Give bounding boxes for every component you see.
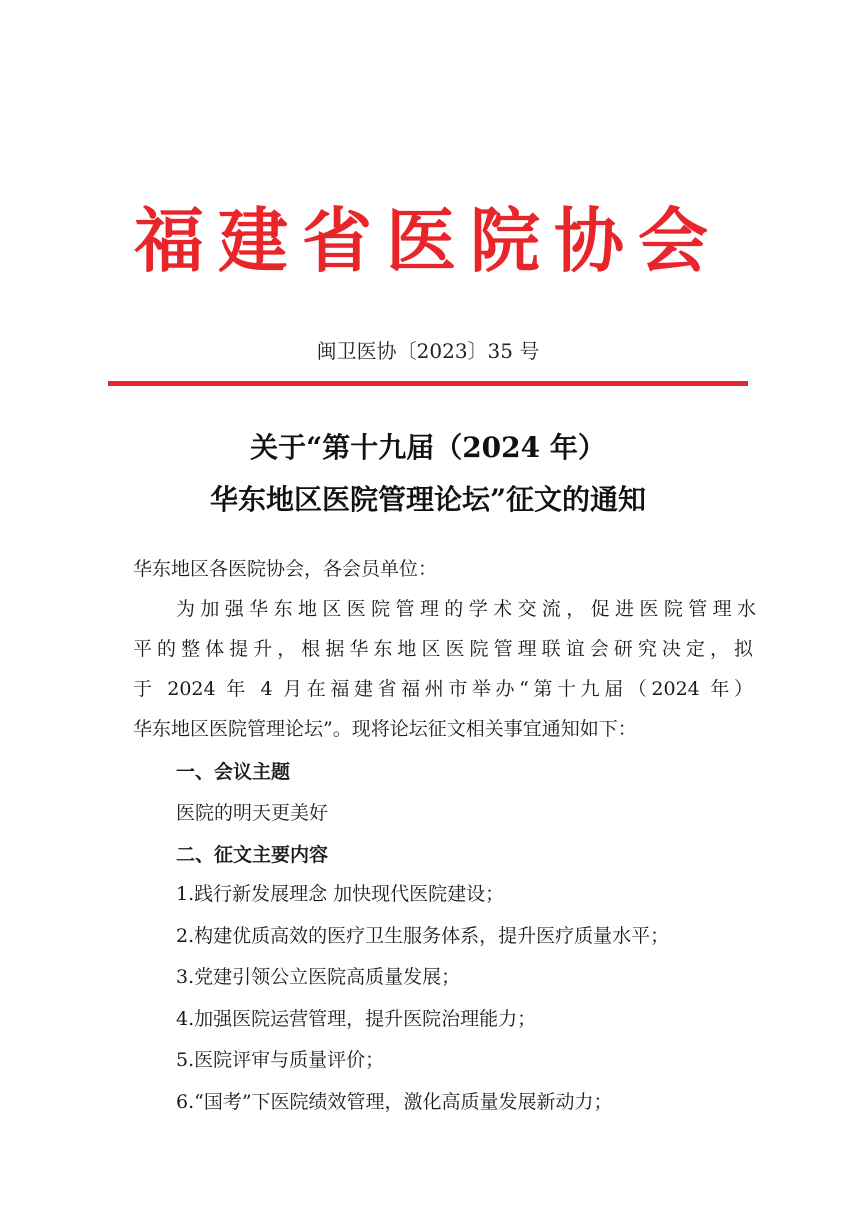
section-1-heading: 一、会议主题 (176, 761, 291, 783)
red-divider (108, 381, 748, 386)
list-item: 3.党建引领公立医院高质量发展； (176, 966, 461, 988)
title-line-2: 华东地区医院管理论坛”征文的通知 (209, 483, 647, 516)
list-item: 1.践行新发展理念 加快现代医院建设； (176, 883, 505, 905)
title-line-1: 关于“第十九届（2024 年） (250, 431, 606, 464)
intro-line-3: 于 2024 年 4 月在福建省福州市举办“第十九届（2024 年） (133, 678, 753, 700)
list-item: 4.加强医院运营管理，提升医院治理能力； (176, 1008, 537, 1030)
intro-line-2: 平的整体提升，根据华东地区医院管理联谊会研究决定，拟 (133, 638, 753, 660)
org-letterhead: 福建省医院协会 (134, 200, 722, 282)
section-2-heading: 二、征文主要内容 (176, 844, 329, 866)
intro-line-4: 华东地区医院管理论坛”。现将论坛征文相关事宜通知如下： (133, 718, 637, 740)
list-item: 6.“国考”下医院绩效管理，激化高质量发展新动力； (176, 1091, 613, 1113)
list-item: 5.医院评审与质量评价； (176, 1049, 385, 1071)
intro-line-1: 为加强华东地区医院管理的学术交流，促进医院管理水 (176, 598, 756, 620)
salutation: 华东地区各医院协会，各会员单位： (133, 558, 438, 580)
document-number: 闽卫医协〔2023〕35 号 (316, 339, 540, 363)
list-item: 2.构建优质高效的医疗卫生服务体系，提升医疗质量水平； (176, 925, 670, 947)
section-1-content: 医院的明天更美好 (176, 802, 329, 824)
